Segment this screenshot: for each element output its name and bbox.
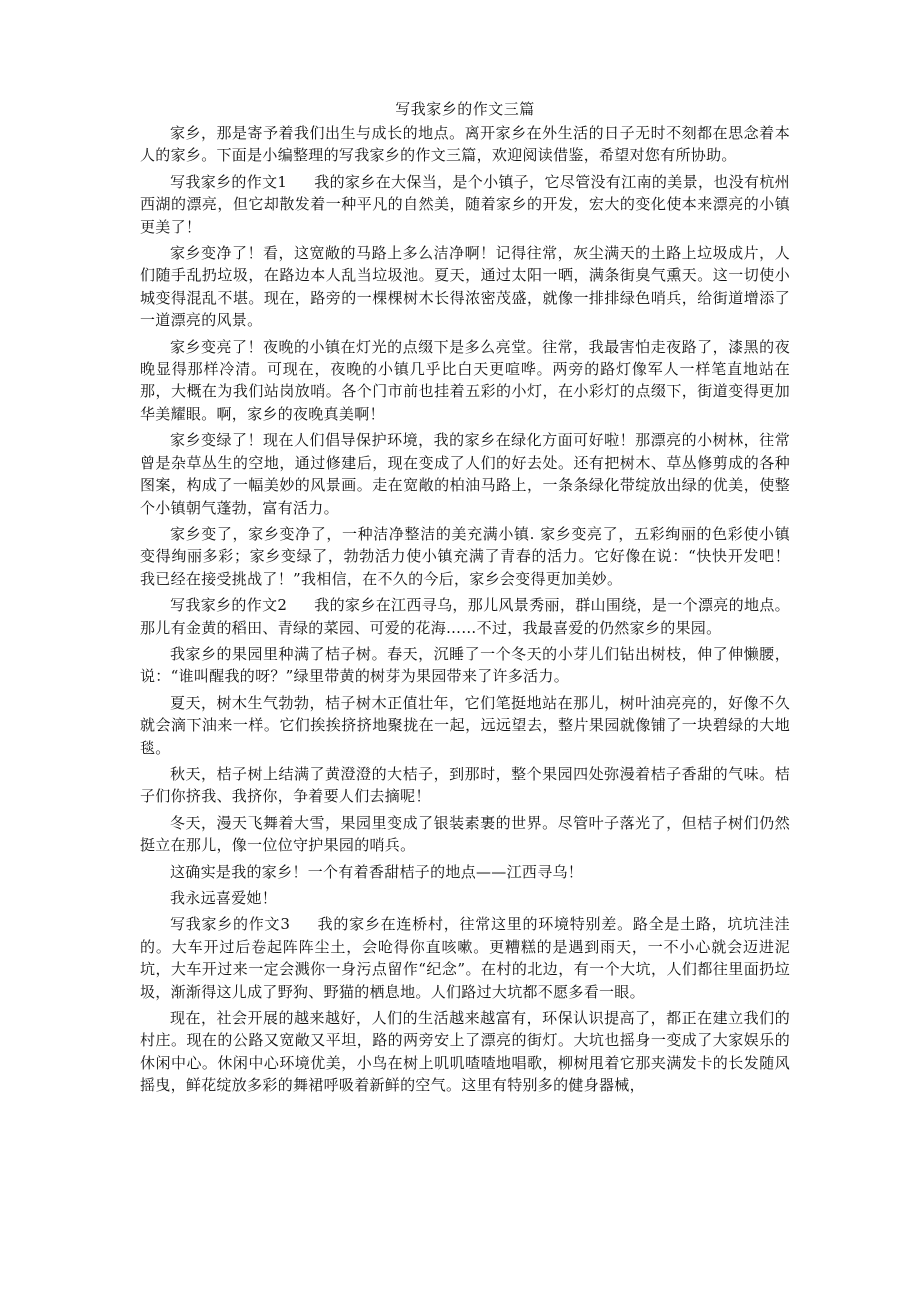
essay1-paragraph-1 xyxy=(140,171,790,238)
essay1-paragraph-2: 家乡变净了！看，这宽敞的马路上多么洁净啊！记得往常，灰尘满天的土路上垃圾成片，人们随手乱扔垃圾，在路边本人乱当垃圾池。夏天，通过太阳一晒，满条街臭气熏天。这一切使小城变得混乱不堪。现在，路旁的一棵棵树木长得浓密茂盛，就像一排排绿色哨兵，给街道增添了一道漂亮的风景。 xyxy=(140,244,790,330)
essay3-label: 写我家乡的作文3 xyxy=(170,915,291,934)
document-page xyxy=(140,98,790,1101)
essay2-paragraph-1 xyxy=(140,594,790,639)
essay3-text-1: 我的家乡在连桥村，往常这里的环境特别差。路全是土路，坑坑洼洼的。大车开过后卷起阵阵尘土，会呛得你直咳嗽。更糟糕的是遇到雨天，一不小心就会迈进泥坑，大车开过来一定会溅你一身污点留作“纪念”。在村的北边，有一个大坑，人们都往里面扔垃圾，渐渐得这儿成了野狗、野猫的栖息地。人们路过大坑都不愿多看一眼。 xyxy=(140,915,790,1001)
essay2-text-1: 我的家乡在江西寻乌，那儿风景秀丽，群山围绕，是一个漂亮的地点。那儿有金黄的稻田、青绿的菜园、可爱的花海……不过，我最喜爱的仍然家乡的果园。 xyxy=(140,596,790,637)
essay2-paragraph-5: 冬天，漫天飞舞着大雪，果园里变成了银装素裹的世界。尽管叶子落光了，但桔子树们仍然挺立在那儿，像一位位守护果园的哨兵。 xyxy=(140,813,790,855)
essay1-paragraph-5: 家乡变了，家乡变净了，一种洁净整洁的美充满小镇. 家乡变亮了，五彩绚丽的色彩使小镇变得绚丽多彩；家乡变绿了，勃勃活力使小镇充满了青春的活力。它好像在说：“快快开发吧！我已经在接受挑战了！”我相信，在不久的今后，家乡会变得更加美妙。 xyxy=(140,524,790,588)
essay2-paragraph-4: 秋天，桔子树上结满了黄澄澄的大桔子，到那时，整个果园四处弥漫着桔子香甜的气味。桔子们你挤我、我挤你，争着要人们去摘呢！ xyxy=(140,764,790,806)
essay2-paragraph-3: 夏天，树木生气勃勃，桔子树木正值壮年，它们笔挺地站在那儿，树叶油亮亮的，好像不久就会滴下油来一样。它们挨挨挤挤地聚拢在一起，远远望去，整片果园就像铺了一块碧绿的大地毯。 xyxy=(140,693,790,757)
essay1-paragraph-3: 家乡变亮了！夜晚的小镇在灯光的点缀下是多么亮堂。往常，我最害怕走夜路了，漆黑的夜晚显得那样冷清。可现在，夜晚的小镇几乎比白天更喧哗。两旁的路灯像军人一样笔直地站在那，大概在为我们站岗放哨。各个门市前也挂着五彩的小灯，在小彩灯的点缀下，街道变得更加华美耀眼。啊，家乡的夜晚真美啊！ xyxy=(140,337,790,423)
essay2-paragraph-2: 我家乡的果园里种满了桔子树。春天，沉睡了一个冬天的小芽儿们钻出树枝，伸了伸懒腰，说：“谁叫醒我的呀？”绿里带黄的树芽为果园带来了许多活力。 xyxy=(140,644,790,686)
essay1-paragraph-4: 家乡变绿了！现在人们倡导保护环境，我的家乡在绿化方面可好啦！那漂亮的小树林，往常曾是杂草丛生的空地，通过修建后，现在变成了人们的好去处。还有把树木、草丛修剪成的各种图案，构成了一幅美妙的风景画。走在宽敞的柏油马路上，一条条绿化带绽放出绿的优美，使整个小镇朝气蓬勃，富有活力。 xyxy=(140,431,790,517)
essay2-paragraph-7: 我永远喜爱她！ xyxy=(170,889,278,907)
essay3-paragraph-1 xyxy=(140,913,790,1003)
essay3-paragraph-2: 现在，社会开展的越来越好，人们的生活越来越富有，环保认识提高了，都正在建立我们的村庄。现在的公路又宽敞又平坦，路的两旁安上了漂亮的街灯。大坑也摇身一变成了大家娱乐的休闲中心。休闲中心环境优美，小鸟在树上叽叽喳喳地唱歌，柳树甩着它那夹满发卡的长发随风摇曳，鲜花绽放多彩的舞裙呼吸着新鲜的空气。这里有特别多的健身器械， xyxy=(140,1009,790,1095)
intro-paragraph: 家乡，那是寄予着我们出生与成长的地点。离开家乡在外生活的日子无时不刻都在思念着本人的家乡。下面是小编整理的写我家乡的作文三篇，欢迎阅读借鉴，希望对您有所协助。 xyxy=(140,124,790,165)
essay2-label: 写我家乡的作文2 xyxy=(170,596,288,615)
essay1-label: 写我家乡的作文1 xyxy=(170,172,288,191)
essay1-text-1: 我的家乡在大保当，是个小镇子，它尽管没有江南的美景，也没有杭州西湖的漂亮，但它却散发着一种平凡的自然美，随着家乡的开发，宏大的变化使本来漂亮的小镇更美了！ xyxy=(140,172,790,236)
essay2-paragraph-6: 这确实是我的家乡！一个有着香甜桔子的地点——江西寻乌！ xyxy=(170,862,584,881)
document-title: 写我家乡的作文三篇 xyxy=(395,100,535,118)
